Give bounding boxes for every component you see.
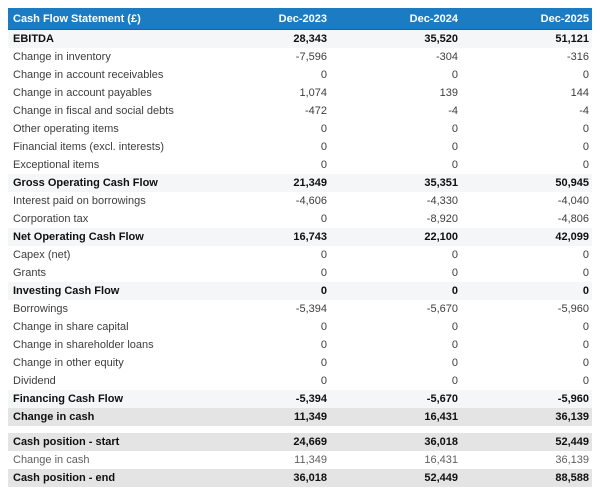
table-row xyxy=(8,469,592,487)
row-value-dec-2025: 0 xyxy=(582,249,589,261)
table-row xyxy=(8,174,592,192)
row-label: Cash position - start xyxy=(13,436,120,448)
row-value-dec-2025: 0 xyxy=(582,339,589,351)
row-label: Corporation tax xyxy=(13,213,89,225)
row-value-dec-2025: 51,121 xyxy=(555,33,589,45)
row-value-dec-2024: 0 xyxy=(451,159,458,171)
row-value-dec-2024: 22,100 xyxy=(424,231,458,243)
row-value-dec-2024: -5,670 xyxy=(426,393,458,405)
row-value-dec-2023: 0 xyxy=(320,357,327,369)
row-value-dec-2023: -5,394 xyxy=(295,393,327,405)
row-label: Change in account payables xyxy=(13,87,152,99)
row-value-dec-2023: -4,606 xyxy=(295,195,327,207)
row-value-dec-2023: 36,018 xyxy=(293,472,327,484)
table-row xyxy=(8,264,592,282)
row-label: Capex (net) xyxy=(13,249,71,261)
row-value-dec-2024: 35,351 xyxy=(424,177,458,189)
row-value-dec-2023: 0 xyxy=(320,249,327,261)
row-value-dec-2025: -5,960 xyxy=(557,303,589,315)
row-label: Net Operating Cash Flow xyxy=(13,231,144,243)
row-label: Exceptional items xyxy=(13,159,100,171)
row-value-dec-2023: 0 xyxy=(320,321,327,333)
row-value-dec-2025: 0 xyxy=(582,285,589,297)
row-value-dec-2023: 11,349 xyxy=(293,411,327,423)
row-value-dec-2025: -4,040 xyxy=(557,195,589,207)
row-value-dec-2024: 0 xyxy=(451,69,458,81)
row-label: Change in share capital xyxy=(13,321,129,333)
row-value-dec-2025: 0 xyxy=(582,357,589,369)
row-label: Cash position - end xyxy=(13,472,116,484)
row-value-dec-2023: 0 xyxy=(320,69,327,81)
row-value-dec-2023: -5,394 xyxy=(295,303,327,315)
row-value-dec-2024: 16,431 xyxy=(424,411,458,423)
row-value-dec-2024: 0 xyxy=(451,249,458,261)
row-value-dec-2024: -8,920 xyxy=(426,213,458,225)
table-row xyxy=(8,102,592,120)
row-label: EBITDA xyxy=(13,33,54,45)
row-value-dec-2024: 0 xyxy=(451,339,458,351)
row-value-dec-2023: 0 xyxy=(320,123,327,135)
row-value-dec-2024: 35,520 xyxy=(424,33,458,45)
table-row xyxy=(8,138,592,156)
table-row xyxy=(8,246,592,264)
row-value-dec-2024: 0 xyxy=(451,285,458,297)
row-label: Financing Cash Flow xyxy=(13,393,124,405)
table-row xyxy=(8,30,592,48)
row-value-dec-2024: 0 xyxy=(451,375,458,387)
row-value-dec-2024: 52,449 xyxy=(424,472,458,484)
row-value-dec-2024: -5,670 xyxy=(426,303,458,315)
row-label: Investing Cash Flow xyxy=(13,285,120,297)
row-label: Gross Operating Cash Flow xyxy=(13,177,158,189)
row-value-dec-2023: -472 xyxy=(304,105,327,117)
row-label: Change in inventory xyxy=(13,51,111,63)
row-label: Change in other equity xyxy=(13,357,124,369)
table-row xyxy=(8,336,592,354)
row-value-dec-2025: 144 xyxy=(570,87,589,99)
row-label: Financial items (excl. interests) xyxy=(13,141,164,153)
row-label: Interest paid on borrowings xyxy=(13,195,146,207)
row-value-dec-2025: -5,960 xyxy=(557,393,589,405)
row-value-dec-2025: 36,139 xyxy=(555,411,589,423)
row-value-dec-2024: 0 xyxy=(451,267,458,279)
row-value-dec-2025: 88,588 xyxy=(555,472,589,484)
row-value-dec-2023: 0 xyxy=(320,375,327,387)
table-row xyxy=(8,372,592,390)
row-value-dec-2023: -7,596 xyxy=(295,51,327,63)
row-value-dec-2023: 0 xyxy=(320,213,327,225)
row-value-dec-2024: -4 xyxy=(448,105,458,117)
column-header-dec-2025: Dec-2025 xyxy=(540,12,589,25)
cash-flow-statement-table xyxy=(8,8,592,487)
row-value-dec-2023: 24,669 xyxy=(293,436,327,448)
table-row xyxy=(8,433,592,451)
table-row xyxy=(8,66,592,84)
row-value-dec-2025: -4,806 xyxy=(557,213,589,225)
row-label: Change in account receivables xyxy=(13,69,164,81)
row-value-dec-2023: 1,074 xyxy=(299,87,327,99)
table-row xyxy=(8,84,592,102)
row-value-dec-2023: 28,343 xyxy=(293,33,327,45)
row-value-dec-2023: 0 xyxy=(320,285,327,297)
table-row xyxy=(8,300,592,318)
column-header-dec-2023: Dec-2023 xyxy=(278,12,327,25)
row-label: Change in cash xyxy=(13,454,90,466)
table-header-row xyxy=(8,8,592,30)
row-value-dec-2023: 21,349 xyxy=(293,177,327,189)
row-value-dec-2023: 0 xyxy=(320,339,327,351)
row-label: Change in shareholder loans xyxy=(13,339,154,351)
row-value-dec-2024: 16,431 xyxy=(424,454,458,466)
table-row xyxy=(8,390,592,408)
row-value-dec-2024: 0 xyxy=(451,141,458,153)
row-value-dec-2024: 36,018 xyxy=(424,436,458,448)
row-value-dec-2024: 139 xyxy=(439,87,458,99)
row-value-dec-2025: 50,945 xyxy=(555,177,589,189)
row-value-dec-2025: 0 xyxy=(582,159,589,171)
table-row xyxy=(8,210,592,228)
row-value-dec-2024: -304 xyxy=(435,51,458,63)
table-row xyxy=(8,120,592,138)
row-value-dec-2023: 16,743 xyxy=(293,231,327,243)
row-value-dec-2024: 0 xyxy=(451,357,458,369)
row-value-dec-2024: -4,330 xyxy=(426,195,458,207)
row-value-dec-2025: 0 xyxy=(582,267,589,279)
row-value-dec-2025: 36,139 xyxy=(555,454,589,466)
row-value-dec-2025: 0 xyxy=(582,375,589,387)
table-row xyxy=(8,451,592,469)
table-row xyxy=(8,282,592,300)
row-label: Borrowings xyxy=(13,303,69,315)
table-row xyxy=(8,228,592,246)
row-label: Change in fiscal and social debts xyxy=(13,105,174,117)
row-value-dec-2024: 0 xyxy=(451,321,458,333)
row-value-dec-2025: 0 xyxy=(582,69,589,81)
row-value-dec-2025: -316 xyxy=(566,51,589,63)
table-row xyxy=(8,156,592,174)
table-row xyxy=(8,318,592,336)
column-header-dec-2024: Dec-2024 xyxy=(409,12,458,25)
row-value-dec-2024: 0 xyxy=(451,123,458,135)
table-row xyxy=(8,354,592,372)
table-row xyxy=(8,408,592,426)
row-label: Other operating items xyxy=(13,123,119,135)
row-value-dec-2025: 52,449 xyxy=(555,436,589,448)
table-title: Cash Flow Statement (£) xyxy=(13,12,141,25)
row-value-dec-2025: -4 xyxy=(579,105,589,117)
row-value-dec-2023: 0 xyxy=(320,267,327,279)
table-body xyxy=(8,30,592,487)
row-value-dec-2023: 11,349 xyxy=(294,454,327,466)
table-row xyxy=(8,48,592,66)
row-value-dec-2025: 42,099 xyxy=(555,231,589,243)
row-label: Grants xyxy=(13,267,47,279)
row-value-dec-2023: 0 xyxy=(320,141,327,153)
row-value-dec-2025: 0 xyxy=(582,321,589,333)
table-row xyxy=(8,192,592,210)
row-value-dec-2025: 0 xyxy=(582,141,589,153)
row-value-dec-2025: 0 xyxy=(582,123,589,135)
row-value-dec-2023: 0 xyxy=(320,159,327,171)
row-label: Change in cash xyxy=(13,411,95,423)
row-label: Dividend xyxy=(13,375,56,387)
